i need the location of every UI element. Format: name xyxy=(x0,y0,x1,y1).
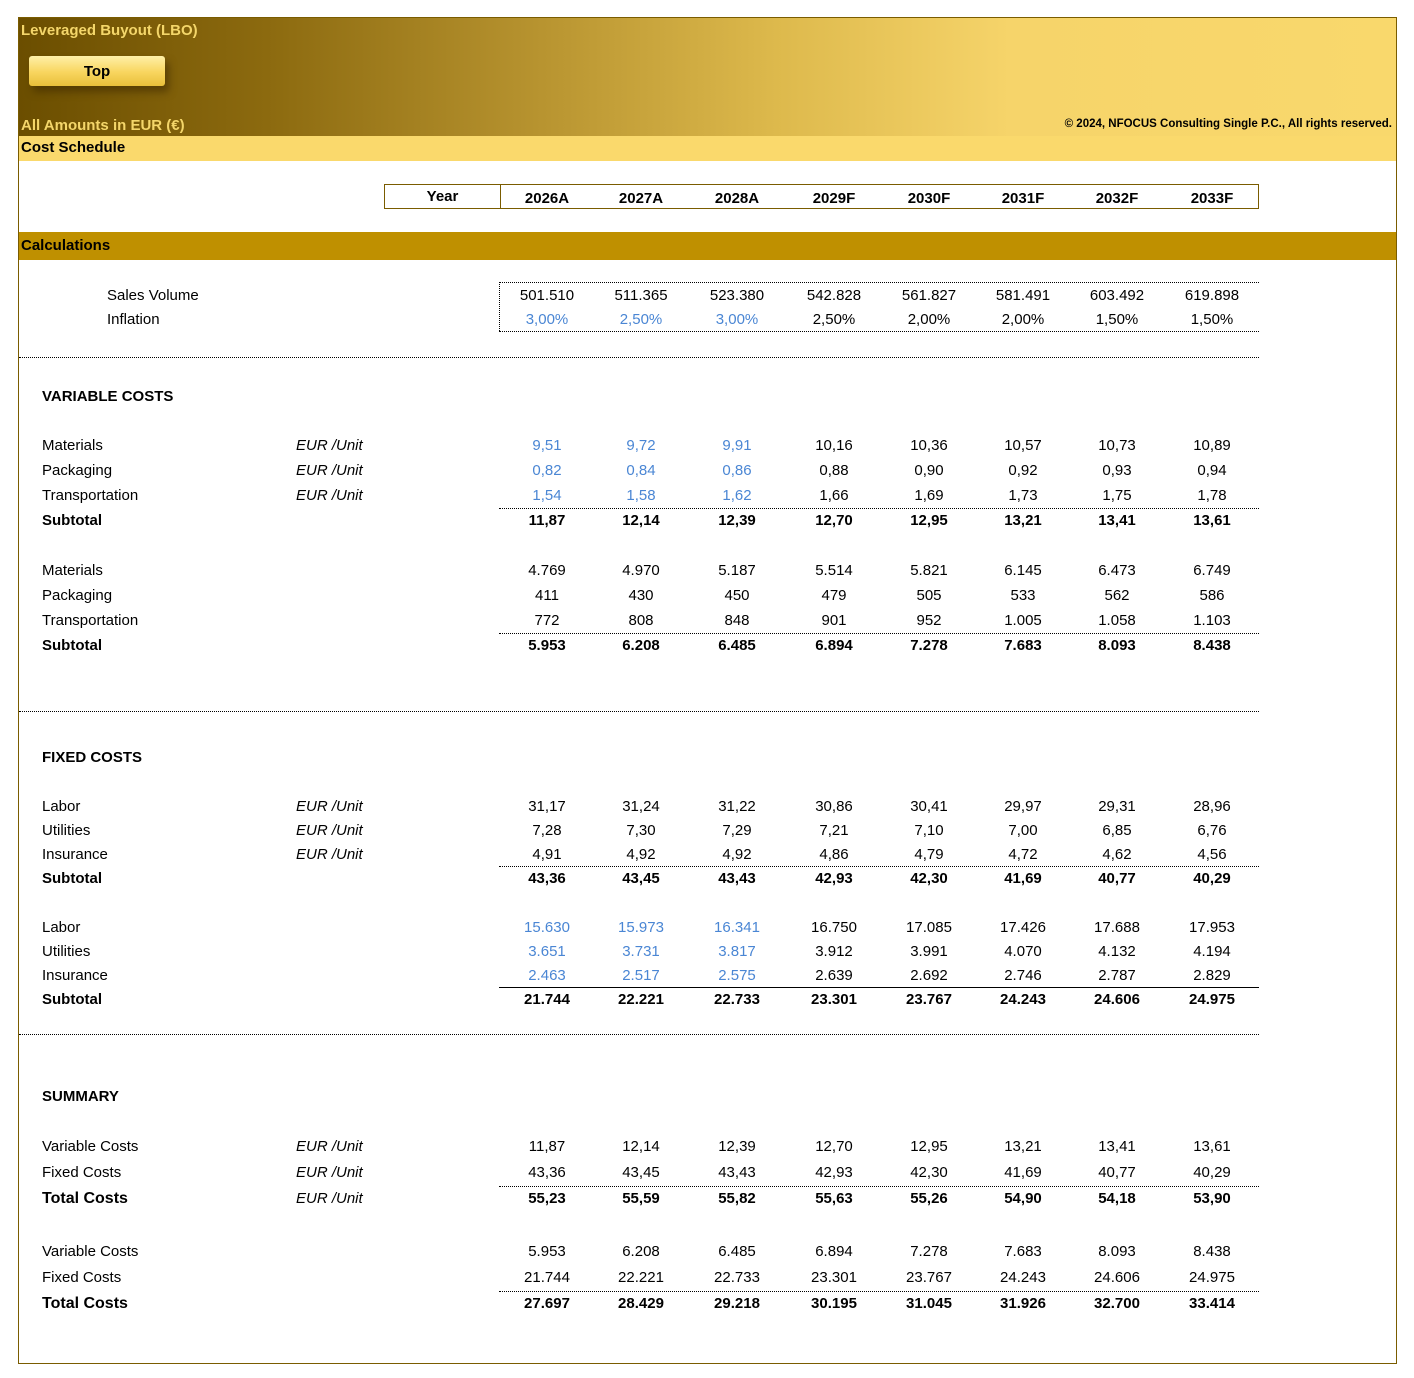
section-heading: VARIABLE COSTS xyxy=(42,388,174,405)
value-cell: 7.683 xyxy=(1004,1243,1042,1260)
value-cell: 12,14 xyxy=(622,1138,660,1155)
value-cell: 10,36 xyxy=(910,437,948,454)
value-cell: 12,14 xyxy=(622,512,660,529)
unit-label: EUR /Unit xyxy=(296,846,363,863)
value-cell: 581.491 xyxy=(995,287,1051,304)
value-cell: 16.341 xyxy=(714,919,760,936)
value-cell: 24.243 xyxy=(1000,991,1046,1008)
value-cell: 17.688 xyxy=(1094,919,1140,936)
value-cell: 55,26 xyxy=(910,1190,948,1207)
value-cell: 7.278 xyxy=(910,1243,948,1260)
value-cell: 1,66 xyxy=(819,487,849,504)
value-cell: 1,58 xyxy=(626,487,656,504)
sales-box-bottom xyxy=(499,331,1259,332)
value-cell: 0,90 xyxy=(914,462,944,479)
value-cell: 3.817 xyxy=(718,943,756,960)
year-header-cell: 2032F xyxy=(1095,190,1139,207)
value-cell: 12,95 xyxy=(910,1138,948,1155)
value-cell: 6,85 xyxy=(1102,822,1132,839)
sales-box-left xyxy=(499,282,500,331)
value-cell: 5.953 xyxy=(528,637,566,654)
value-cell: 6.894 xyxy=(815,637,853,654)
value-cell: 586 xyxy=(1199,587,1225,604)
value-cell: 42,30 xyxy=(910,870,948,887)
value-cell: 54,18 xyxy=(1098,1190,1136,1207)
value-cell: 23.301 xyxy=(811,991,857,1008)
copyright-notice: © 2024, NFOCUS Consulting Single P.C., All rights reserved. xyxy=(1064,118,1392,130)
header-banner xyxy=(19,18,1396,136)
value-cell: 22.733 xyxy=(714,1269,760,1286)
value-cell: 23.767 xyxy=(906,1269,952,1286)
value-cell: 11,87 xyxy=(528,512,566,529)
value-cell: 2.575 xyxy=(718,967,756,984)
value-cell: 30,86 xyxy=(815,798,853,815)
value-cell: 3,00% xyxy=(715,311,759,328)
value-cell: 4,72 xyxy=(1008,846,1038,863)
value-cell: 22.221 xyxy=(618,991,664,1008)
value-cell: 2.639 xyxy=(815,967,853,984)
value-cell: 450 xyxy=(724,587,750,604)
value-cell: 7,10 xyxy=(914,822,944,839)
value-cell: 33.414 xyxy=(1189,1295,1235,1312)
value-cell: 16.750 xyxy=(811,919,857,936)
value-cell: 13,21 xyxy=(1004,512,1042,529)
currency-note: All Amounts in EUR (€) xyxy=(21,117,185,134)
row-label: Fixed Costs xyxy=(42,1269,122,1286)
model-title: Leveraged Buyout (LBO) xyxy=(21,22,198,39)
value-cell: 2,50% xyxy=(812,311,856,328)
value-cell: 28,96 xyxy=(1193,798,1231,815)
value-cell: 27.697 xyxy=(524,1295,570,1312)
value-cell: 2.829 xyxy=(1193,967,1231,984)
value-cell: 0,84 xyxy=(626,462,656,479)
row-label: Subtotal xyxy=(42,637,102,654)
section-title: Cost Schedule xyxy=(21,139,126,156)
value-cell: 30,41 xyxy=(910,798,948,815)
value-cell: 2.787 xyxy=(1098,967,1136,984)
value-cell: 22.733 xyxy=(714,991,760,1008)
value-cell: 808 xyxy=(628,612,654,629)
value-cell: 17.426 xyxy=(1000,919,1046,936)
value-cell: 1,73 xyxy=(1008,487,1038,504)
value-cell: 1.103 xyxy=(1193,612,1231,629)
year-header-cell: 2030F xyxy=(907,190,951,207)
value-cell: 1.005 xyxy=(1004,612,1042,629)
year-header-cell: 2027A xyxy=(618,190,664,207)
value-cell: 2.463 xyxy=(528,967,566,984)
value-cell: 542.828 xyxy=(806,287,862,304)
value-cell: 40,29 xyxy=(1193,870,1231,887)
value-cell: 28.429 xyxy=(618,1295,664,1312)
value-cell: 12,70 xyxy=(815,1138,853,1155)
value-cell: 40,29 xyxy=(1193,1164,1231,1181)
value-cell: 7.683 xyxy=(1004,637,1042,654)
value-cell: 7,28 xyxy=(532,822,562,839)
value-cell: 5.187 xyxy=(718,562,756,579)
value-cell: 4.970 xyxy=(622,562,660,579)
value-cell: 55,82 xyxy=(718,1190,756,1207)
row-label: Variable Costs xyxy=(42,1243,139,1260)
value-cell: 901 xyxy=(821,612,847,629)
year-header-cell: 2033F xyxy=(1190,190,1234,207)
value-cell: 15.630 xyxy=(524,919,570,936)
spreadsheet-sheet xyxy=(18,17,1397,1364)
value-cell: 4.132 xyxy=(1098,943,1136,960)
section-divider xyxy=(19,357,1259,358)
value-cell: 10,73 xyxy=(1098,437,1136,454)
value-cell: 42,93 xyxy=(815,1164,853,1181)
value-cell: 5.514 xyxy=(815,562,853,579)
value-cell: 42,93 xyxy=(815,870,853,887)
year-header-cell: 2031F xyxy=(1001,190,1045,207)
value-cell: 31.926 xyxy=(1000,1295,1046,1312)
top-button[interactable]: Top xyxy=(29,56,165,86)
value-cell: 9,72 xyxy=(626,437,656,454)
row-label: Packaging xyxy=(42,587,113,604)
value-cell: 2,50% xyxy=(619,311,663,328)
unit-label: EUR /Unit xyxy=(296,487,363,504)
value-cell: 7.278 xyxy=(910,637,948,654)
row-label: Materials xyxy=(42,437,103,454)
row-label: Transportation xyxy=(42,487,139,504)
value-cell: 2.746 xyxy=(1004,967,1042,984)
value-cell: 10,16 xyxy=(815,437,853,454)
subtotal-rule xyxy=(499,987,1259,988)
value-cell: 43,45 xyxy=(622,1164,660,1181)
value-cell: 9,91 xyxy=(722,437,752,454)
row-label: Variable Costs xyxy=(42,1138,139,1155)
value-cell: 8.438 xyxy=(1193,637,1231,654)
value-cell: 5.953 xyxy=(528,1243,566,1260)
section-bar xyxy=(19,136,1396,161)
section-heading: SUMMARY xyxy=(42,1088,119,1105)
value-cell: 4,91 xyxy=(532,846,562,863)
value-cell: 603.492 xyxy=(1089,287,1145,304)
unit-label: EUR /Unit xyxy=(296,1138,363,1155)
value-cell: 7,00 xyxy=(1008,822,1038,839)
value-cell: 8.438 xyxy=(1193,1243,1231,1260)
row-label: Labor xyxy=(42,798,81,815)
unit-label: EUR /Unit xyxy=(296,822,363,839)
value-cell: 6.485 xyxy=(718,1243,756,1260)
value-cell: 41,69 xyxy=(1004,870,1042,887)
value-cell: 40,77 xyxy=(1098,1164,1136,1181)
value-cell: 4,79 xyxy=(914,846,944,863)
value-cell: 55,23 xyxy=(528,1190,566,1207)
value-cell: 6.485 xyxy=(718,637,756,654)
value-cell: 2,00% xyxy=(907,311,951,328)
value-cell: 24.606 xyxy=(1094,991,1140,1008)
value-cell: 24.975 xyxy=(1189,991,1235,1008)
value-cell: 4,86 xyxy=(819,846,849,863)
value-cell: 22.221 xyxy=(618,1269,664,1286)
unit-label: EUR /Unit xyxy=(296,1164,363,1181)
row-label: Sales Volume xyxy=(107,287,199,304)
value-cell: 479 xyxy=(821,587,847,604)
value-cell: 3.991 xyxy=(910,943,948,960)
row-label: Materials xyxy=(42,562,103,579)
value-cell: 1,50% xyxy=(1190,311,1234,328)
value-cell: 43,36 xyxy=(528,1164,566,1181)
value-cell: 2,00% xyxy=(1001,311,1045,328)
calculations-title: Calculations xyxy=(21,237,111,254)
row-label: Subtotal xyxy=(42,991,102,1008)
row-label: Transportation xyxy=(42,612,139,629)
subtotal-rule xyxy=(499,633,1259,634)
value-cell: 4,56 xyxy=(1197,846,1227,863)
subtotal-rule xyxy=(499,866,1259,867)
value-cell: 13,41 xyxy=(1098,512,1136,529)
value-cell: 4,92 xyxy=(722,846,752,863)
value-cell: 0,86 xyxy=(722,462,752,479)
value-cell: 32.700 xyxy=(1094,1295,1140,1312)
value-cell: 23.301 xyxy=(811,1269,857,1286)
row-label: Subtotal xyxy=(42,512,102,529)
value-cell: 10,57 xyxy=(1004,437,1042,454)
value-cell: 3,00% xyxy=(525,311,569,328)
value-cell: 31,22 xyxy=(718,798,756,815)
unit-label: EUR /Unit xyxy=(296,798,363,815)
subtotal-rule xyxy=(499,1186,1259,1187)
value-cell: 411 xyxy=(535,587,559,604)
value-cell: 0,92 xyxy=(1008,462,1038,479)
section-heading: FIXED COSTS xyxy=(42,749,143,766)
value-cell: 4.070 xyxy=(1004,943,1042,960)
section-divider xyxy=(19,1034,1259,1035)
section-divider xyxy=(19,711,1259,712)
value-cell: 31.045 xyxy=(906,1295,952,1312)
value-cell: 43,43 xyxy=(718,1164,756,1181)
value-cell: 533 xyxy=(1010,587,1036,604)
value-cell: 6.145 xyxy=(1004,562,1042,579)
value-cell: 23.767 xyxy=(906,991,952,1008)
value-cell: 21.744 xyxy=(524,991,570,1008)
value-cell: 6,76 xyxy=(1197,822,1227,839)
year-header-cell: 2026A xyxy=(524,190,570,207)
value-cell: 561.827 xyxy=(901,287,957,304)
value-cell: 24.243 xyxy=(1000,1269,1046,1286)
value-cell: 0,94 xyxy=(1197,462,1227,479)
row-label: Utilities xyxy=(42,822,91,839)
value-cell: 1,54 xyxy=(532,487,562,504)
value-cell: 43,45 xyxy=(622,870,660,887)
value-cell: 21.744 xyxy=(524,1269,570,1286)
value-cell: 17.085 xyxy=(906,919,952,936)
value-cell: 3.912 xyxy=(815,943,853,960)
value-cell: 6.894 xyxy=(815,1243,853,1260)
row-label: Subtotal xyxy=(42,870,102,887)
value-cell: 12,39 xyxy=(718,1138,756,1155)
value-cell: 8.093 xyxy=(1098,637,1136,654)
row-label: Total Costs xyxy=(42,1190,128,1207)
value-cell: 41,69 xyxy=(1004,1164,1042,1181)
value-cell: 31,24 xyxy=(622,798,660,815)
value-cell: 55,63 xyxy=(815,1190,853,1207)
value-cell: 2.517 xyxy=(622,967,660,984)
value-cell: 43,43 xyxy=(718,870,756,887)
value-cell: 6.208 xyxy=(622,1243,660,1260)
sales-box-top xyxy=(499,282,1259,283)
value-cell: 1,69 xyxy=(914,487,944,504)
value-cell: 562 xyxy=(1104,587,1130,604)
value-cell: 31,17 xyxy=(528,798,566,815)
row-label: Utilities xyxy=(42,943,91,960)
value-cell: 1,50% xyxy=(1095,311,1139,328)
value-cell: 511.365 xyxy=(614,287,668,304)
value-cell: 619.898 xyxy=(1184,287,1240,304)
value-cell: 952 xyxy=(916,612,942,629)
calculations-bar xyxy=(19,232,1396,260)
value-cell: 12,39 xyxy=(718,512,756,529)
value-cell: 4,62 xyxy=(1102,846,1132,863)
value-cell: 6.749 xyxy=(1193,562,1231,579)
subtotal-rule xyxy=(499,1291,1259,1292)
value-cell: 13,21 xyxy=(1004,1138,1042,1155)
value-cell: 29,31 xyxy=(1098,798,1136,815)
value-cell: 1,75 xyxy=(1102,487,1132,504)
year-header-cell: 2028A xyxy=(714,190,760,207)
value-cell: 55,59 xyxy=(622,1190,660,1207)
value-cell: 17.953 xyxy=(1189,919,1235,936)
value-cell: 29.218 xyxy=(714,1295,760,1312)
value-cell: 9,51 xyxy=(532,437,562,454)
row-label: Total Costs xyxy=(42,1295,128,1312)
value-cell: 0,82 xyxy=(532,462,562,479)
value-cell: 13,61 xyxy=(1193,512,1231,529)
value-cell: 1,78 xyxy=(1197,487,1227,504)
value-cell: 53,90 xyxy=(1193,1190,1231,1207)
value-cell: 4,92 xyxy=(626,846,656,863)
value-cell: 24.606 xyxy=(1094,1269,1140,1286)
unit-label: EUR /Unit xyxy=(296,437,363,454)
value-cell: 4.194 xyxy=(1193,943,1231,960)
unit-label: EUR /Unit xyxy=(296,1190,363,1207)
row-label: Insurance xyxy=(42,846,108,863)
value-cell: 30.195 xyxy=(811,1295,857,1312)
value-cell: 0,93 xyxy=(1102,462,1132,479)
value-cell: 501.510 xyxy=(519,287,575,304)
value-cell: 772 xyxy=(534,612,560,629)
value-cell: 8.093 xyxy=(1098,1243,1136,1260)
value-cell: 7,21 xyxy=(819,822,849,839)
value-cell: 24.975 xyxy=(1189,1269,1235,1286)
value-cell: 42,30 xyxy=(910,1164,948,1181)
value-cell: 848 xyxy=(724,612,750,629)
row-label: Fixed Costs xyxy=(42,1164,122,1181)
row-label: Labor xyxy=(42,919,81,936)
year-header-cell: 2029F xyxy=(812,190,856,207)
row-label: Insurance xyxy=(42,967,108,984)
row-label: Inflation xyxy=(107,311,160,328)
value-cell: 12,95 xyxy=(910,512,948,529)
value-cell: 0,88 xyxy=(819,462,849,479)
value-cell: 1.058 xyxy=(1098,612,1136,629)
unit-label: EUR /Unit xyxy=(296,462,363,479)
value-cell: 430 xyxy=(628,587,654,604)
value-cell: 40,77 xyxy=(1098,870,1136,887)
value-cell: 3.731 xyxy=(622,943,660,960)
value-cell: 43,36 xyxy=(528,870,566,887)
row-label: Packaging xyxy=(42,462,113,479)
subtotal-rule xyxy=(499,508,1259,509)
value-cell: 6.208 xyxy=(622,637,660,654)
value-cell: 505 xyxy=(916,587,942,604)
value-cell: 5.821 xyxy=(910,562,948,579)
value-cell: 54,90 xyxy=(1004,1190,1042,1207)
value-cell: 7,30 xyxy=(626,822,656,839)
value-cell: 29,97 xyxy=(1004,798,1042,815)
value-cell: 13,61 xyxy=(1193,1138,1231,1155)
value-cell: 3.651 xyxy=(528,943,566,960)
value-cell: 4.769 xyxy=(528,562,566,579)
value-cell: 523.380 xyxy=(709,287,765,304)
value-cell: 6.473 xyxy=(1098,562,1136,579)
value-cell: 2.692 xyxy=(910,967,948,984)
value-cell: 11,87 xyxy=(528,1138,566,1155)
year-label: Year xyxy=(385,185,501,208)
value-cell: 1,62 xyxy=(722,487,752,504)
value-cell: 10,89 xyxy=(1193,437,1231,454)
value-cell: 12,70 xyxy=(815,512,853,529)
value-cell: 15.973 xyxy=(618,919,664,936)
value-cell: 7,29 xyxy=(722,822,752,839)
value-cell: 13,41 xyxy=(1098,1138,1136,1155)
